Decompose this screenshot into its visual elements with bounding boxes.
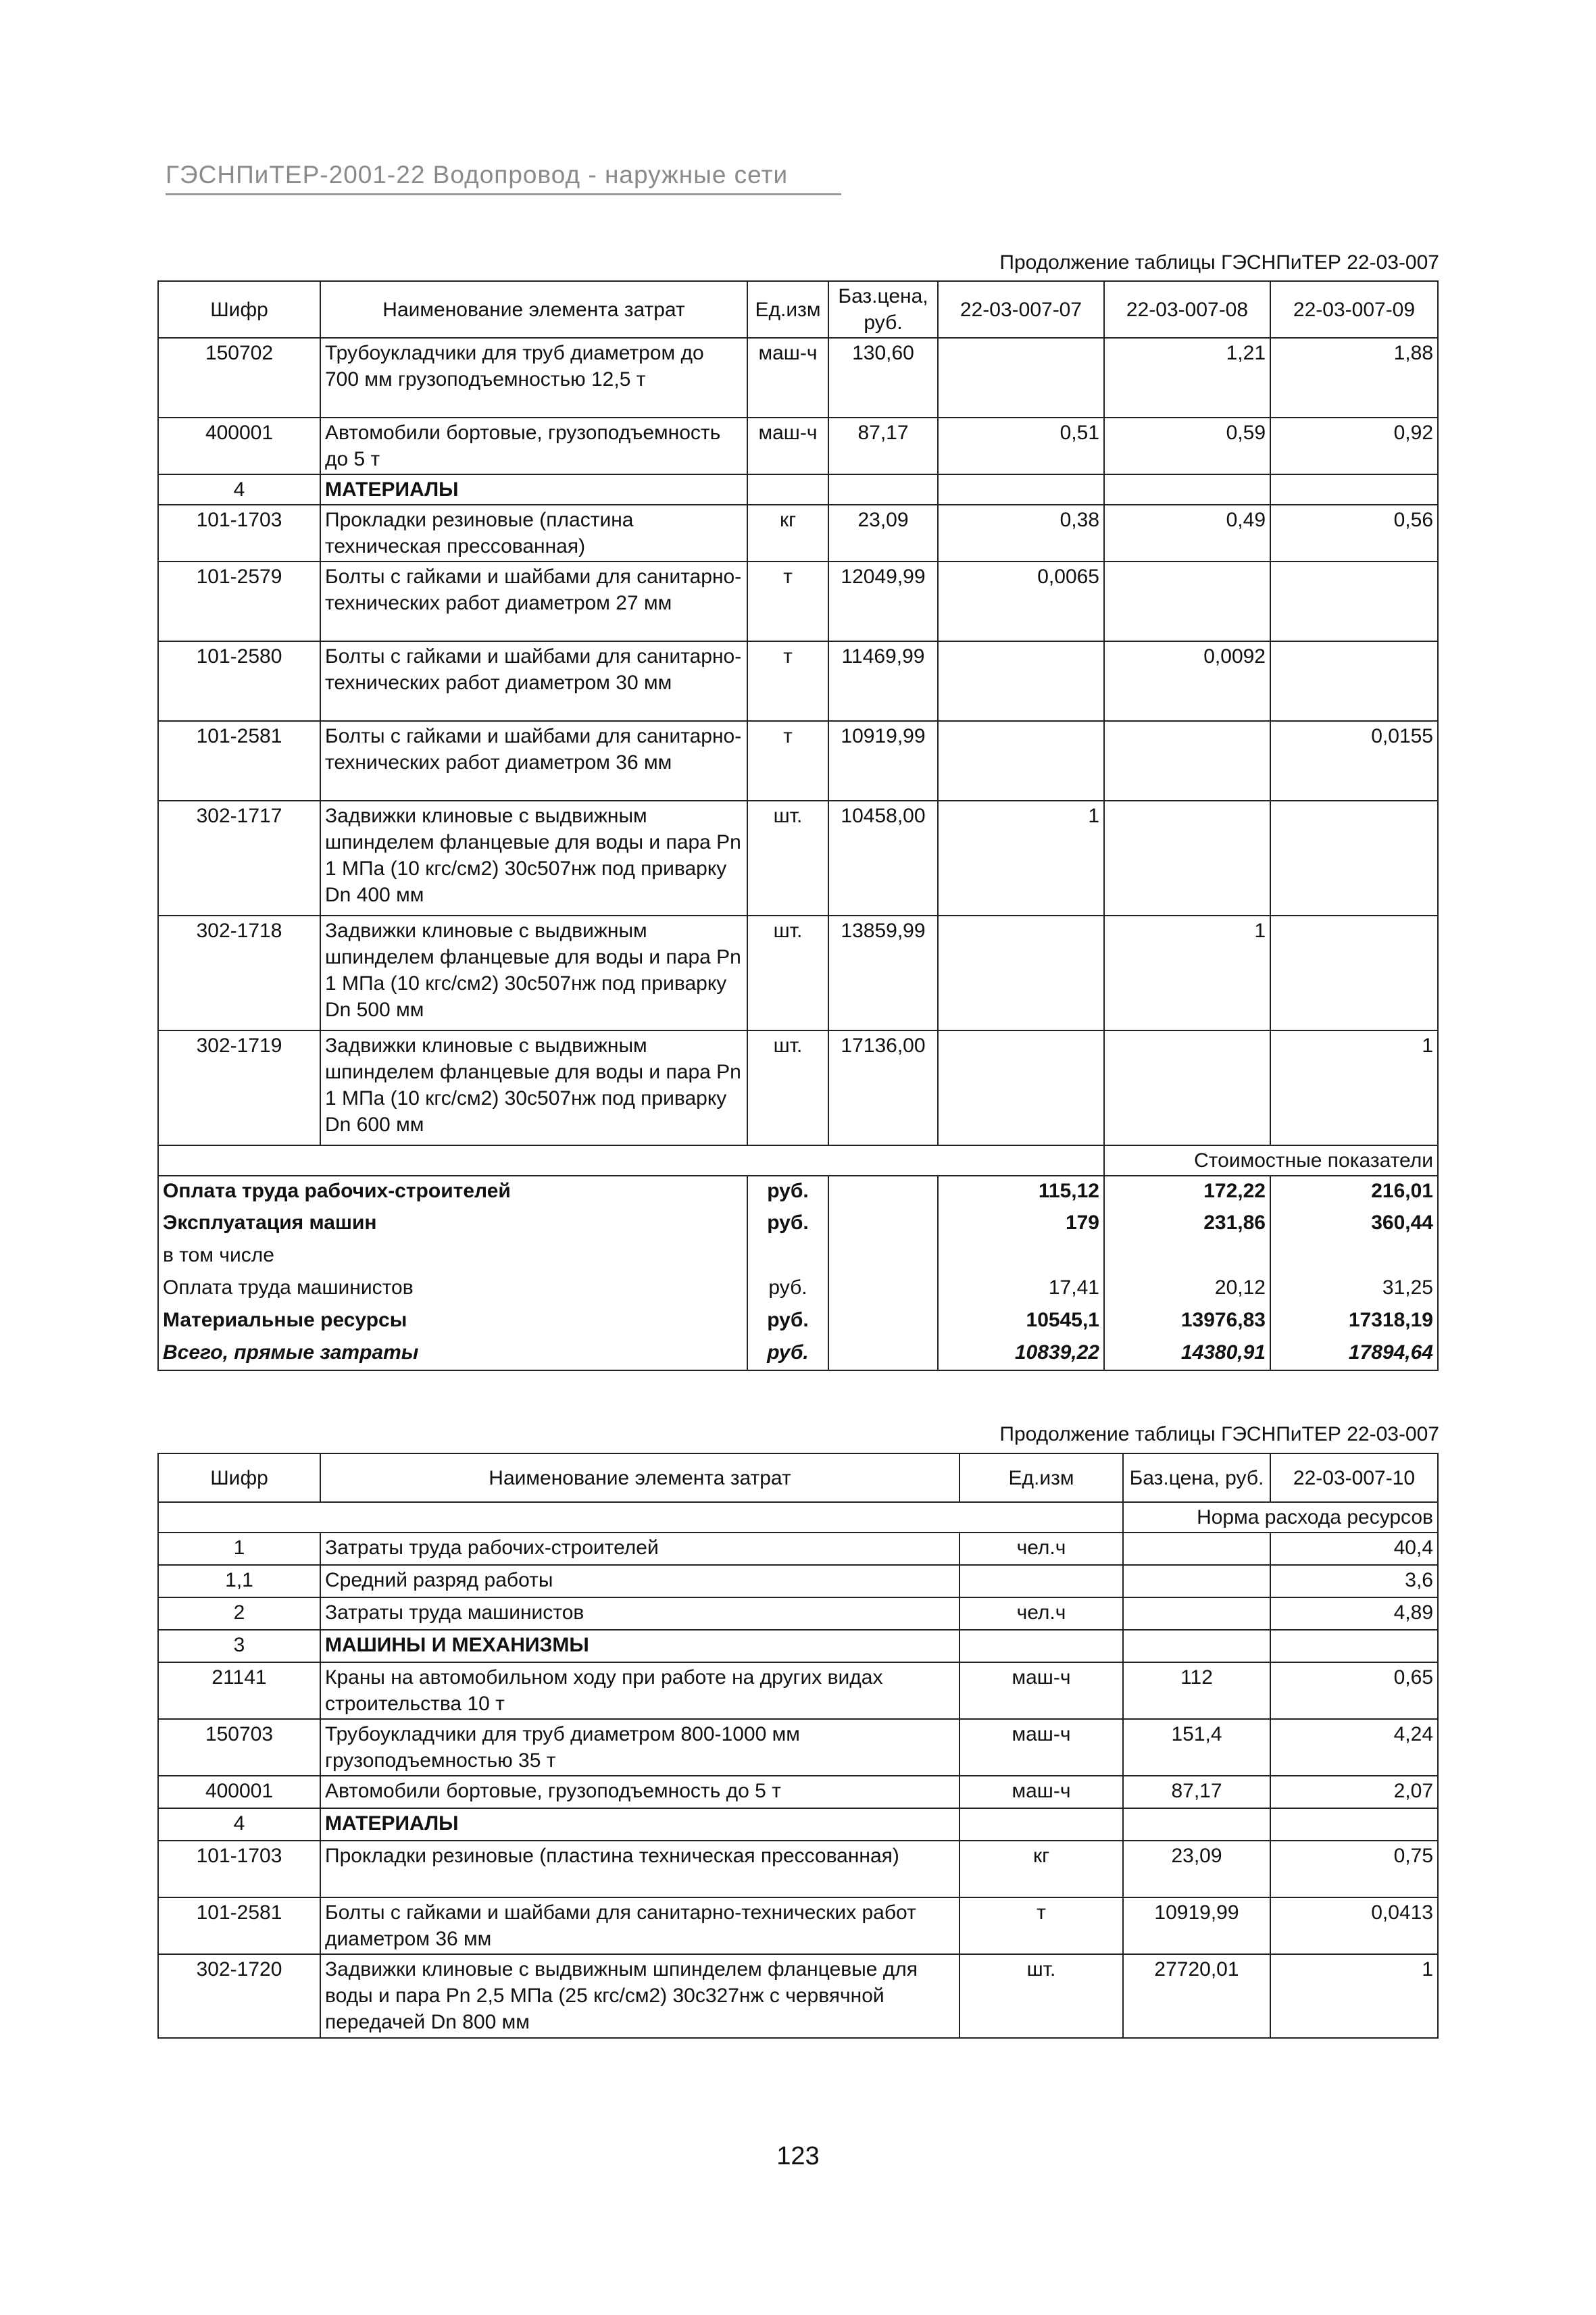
row-unit: маш-ч: [747, 338, 828, 418]
row-value: [1270, 474, 1438, 505]
row-name: МАШИНЫ И МЕХАНИЗМЫ: [320, 1630, 959, 1662]
totals-name: Оплата труда машинистов: [158, 1273, 747, 1305]
row-code: 21141: [158, 1662, 320, 1719]
totals-name: Материальные ресурсы: [158, 1305, 747, 1338]
row-price: [1123, 1565, 1270, 1597]
norm-row: [158, 1502, 1438, 1533]
row-unit: т: [747, 562, 828, 641]
row-value: [938, 721, 1104, 801]
row-code: 1: [158, 1533, 320, 1565]
totals-value: 31,25: [1270, 1273, 1438, 1305]
totals-value: 10839,22: [938, 1338, 1104, 1370]
row-value: 0,49: [1104, 505, 1270, 562]
row-unit: [747, 474, 828, 505]
row-price: 11469,99: [828, 641, 938, 721]
table-row: [158, 338, 1438, 418]
totals-value: 14380,91: [1104, 1338, 1270, 1370]
row-code: 4: [158, 1808, 320, 1841]
norm-spacer: [158, 1502, 1123, 1533]
row-name: Автомобили бортовые, грузоподъемность до 5 т: [320, 418, 747, 474]
row-unit: [959, 1808, 1123, 1841]
row-name: Болты с гайками и шайбами для санитарно-технических работ диаметром 30 мм: [320, 641, 747, 721]
totals-row: [158, 1305, 1438, 1338]
table-row: [158, 916, 1438, 1030]
row-name: Автомобили бортовые, грузоподъемность до 5 т: [320, 1776, 959, 1808]
row-value: 0,0413: [1270, 1897, 1438, 1954]
row-price: 23,09: [1123, 1841, 1270, 1897]
row-name: Прокладки резиновые (пластина техническая прессованная): [320, 1841, 959, 1897]
row-name: МАТЕРИАЛЫ: [320, 474, 747, 505]
table-row: [158, 1030, 1438, 1145]
table1-header-cell: 22-03-007-07: [938, 281, 1104, 338]
totals-price-empty: [828, 1241, 938, 1273]
row-name: Задвижки клиновые с выдвижным шпинделем фланцевые для воды и пара Рn 1 МПа (10 кгс/см2) 30с507нж под приварку Dn 600 мм: [320, 1030, 747, 1145]
row-code: 1,1: [158, 1565, 320, 1597]
row-unit: кг: [959, 1841, 1123, 1897]
row-value: 0,51: [938, 418, 1104, 474]
row-value: [1104, 562, 1270, 641]
table2-header-cell: Ед.изм: [959, 1453, 1123, 1502]
totals-value: [938, 1241, 1104, 1273]
totals-price-empty: [828, 1338, 938, 1370]
table-row: [158, 474, 1438, 505]
row-unit: шт.: [747, 1030, 828, 1145]
row-unit: т: [747, 641, 828, 721]
row-code: 400001: [158, 1776, 320, 1808]
norm-label: Норма расхода ресурсов: [1123, 1502, 1438, 1533]
totals-price-empty: [828, 1305, 938, 1338]
row-value: [938, 474, 1104, 505]
row-price: [1123, 1597, 1270, 1630]
row-value: 1,88: [1270, 338, 1438, 418]
row-value: [1270, 1808, 1438, 1841]
row-code: 302-1717: [158, 801, 320, 916]
totals-row: [158, 1273, 1438, 1305]
totals-row: [158, 1208, 1438, 1241]
table1-header-cell: Наименование элемента затрат: [320, 281, 747, 338]
table-row: [158, 721, 1438, 801]
row-code: 3: [158, 1630, 320, 1662]
row-price: 10919,99: [1123, 1897, 1270, 1954]
totals-value: 17894,64: [1270, 1338, 1438, 1370]
row-unit: шт.: [747, 916, 828, 1030]
row-price: [1123, 1630, 1270, 1662]
row-price: 23,09: [828, 505, 938, 562]
row-name: Затраты труда рабочих-строителей: [320, 1533, 959, 1565]
table-row: [158, 1662, 1438, 1719]
row-name: Болты с гайками и шайбами для санитарно-технических работ диаметром 36 мм: [320, 721, 747, 801]
row-price: 17136,00: [828, 1030, 938, 1145]
row-value: 0,59: [1104, 418, 1270, 474]
row-unit: маш-ч: [959, 1776, 1123, 1808]
totals-unit: [747, 1241, 828, 1273]
row-value: 0,0155: [1270, 721, 1438, 801]
totals-value: [1270, 1241, 1438, 1273]
table2-header-cell: Наименование элемента затрат: [320, 1453, 959, 1502]
row-value: 0,92: [1270, 418, 1438, 474]
row-value: 1: [1270, 1954, 1438, 2038]
totals-row: [158, 1338, 1438, 1370]
row-code: 2: [158, 1597, 320, 1630]
table-row: [158, 1841, 1438, 1897]
totals-value: 360,44: [1270, 1208, 1438, 1241]
row-price: 10919,99: [828, 721, 938, 801]
table-row: [158, 801, 1438, 916]
table-row: [158, 1533, 1438, 1565]
cost-indicators-row: [158, 1145, 1438, 1176]
row-price: 12049,99: [828, 562, 938, 641]
row-value: 4,24: [1270, 1719, 1438, 1776]
totals-value: [1104, 1241, 1270, 1273]
totals-unit: руб.: [747, 1208, 828, 1241]
table-row: [158, 1565, 1438, 1597]
row-unit: маш-ч: [747, 418, 828, 474]
row-price: 13859,99: [828, 916, 938, 1030]
row-code: 101-2581: [158, 1897, 320, 1954]
table1-header-cell: Баз.цена, руб.: [828, 281, 938, 338]
row-price: 27720,01: [1123, 1954, 1270, 2038]
totals-unit: руб.: [747, 1176, 828, 1208]
row-name: Задвижки клиновые с выдвижным шпинделем фланцевые для воды и пара Рn 1 МПа (10 кгс/см2) 30с507нж под приварку Dn 500 мм: [320, 916, 747, 1030]
totals-value: 17318,19: [1270, 1305, 1438, 1338]
row-price: 10458,00: [828, 801, 938, 916]
table2-header-row: [158, 1453, 1438, 1502]
row-name: Прокладки резиновые (пластина техническая прессованная): [320, 505, 747, 562]
row-name: Задвижки клиновые с выдвижным шпинделем фланцевые для воды и пара Рn 2,5 МПа (25 кгс/см2) 30с327нж с червячной передачей Dn 800 мм: [320, 1954, 959, 2038]
row-unit: т: [747, 721, 828, 801]
row-name: Трубоукладчики для труб диаметром до 700 мм грузоподъемностью 12,5 т: [320, 338, 747, 418]
totals-value: 20,12: [1104, 1273, 1270, 1305]
row-unit: кг: [747, 505, 828, 562]
row-price: 130,60: [828, 338, 938, 418]
row-unit: шт.: [959, 1954, 1123, 2038]
table1-header-row: [158, 281, 1438, 338]
row-value: 0,75: [1270, 1841, 1438, 1897]
page-number: 123: [776, 2142, 820, 2170]
row-unit: маш-ч: [959, 1662, 1123, 1719]
row-value: [938, 338, 1104, 418]
row-value: 1: [1270, 1030, 1438, 1145]
table-row: [158, 1808, 1438, 1841]
table-row: [158, 562, 1438, 641]
row-value: 0,56: [1270, 505, 1438, 562]
cost-spacer: [158, 1145, 1104, 1176]
row-value: 1,21: [1104, 338, 1270, 418]
row-value: 0,65: [1270, 1662, 1438, 1719]
table-row: [158, 505, 1438, 562]
table1-header-cell: 22-03-007-08: [1104, 281, 1270, 338]
table1-header-cell: Шифр: [158, 281, 320, 338]
row-price: 151,4: [1123, 1719, 1270, 1776]
table-row: [158, 1954, 1438, 2038]
row-code: 101-2581: [158, 721, 320, 801]
row-code: 101-1703: [158, 505, 320, 562]
totals-name: в том числе: [158, 1241, 747, 1273]
row-value: [1270, 801, 1438, 916]
table-row: [158, 1897, 1438, 1954]
row-name: Затраты труда машинистов: [320, 1597, 959, 1630]
row-name: МАТЕРИАЛЫ: [320, 1808, 959, 1841]
row-value: 1: [1104, 916, 1270, 1030]
totals-name: Эксплуатация машин: [158, 1208, 747, 1241]
row-unit: [959, 1630, 1123, 1662]
cost-indicators-label: Стоимостные показатели: [1104, 1145, 1438, 1176]
row-code: 101-2580: [158, 641, 320, 721]
row-code: 400001: [158, 418, 320, 474]
row-unit: чел.ч: [959, 1597, 1123, 1630]
table-row: [158, 418, 1438, 474]
table-row: [158, 1719, 1438, 1776]
row-code: 4: [158, 474, 320, 505]
row-price: 112: [1123, 1662, 1270, 1719]
totals-value: 179: [938, 1208, 1104, 1241]
row-code: 150703: [158, 1719, 320, 1776]
row-value: 0,0065: [938, 562, 1104, 641]
row-value: 3,6: [1270, 1565, 1438, 1597]
totals-price-empty: [828, 1273, 938, 1305]
row-unit: [959, 1565, 1123, 1597]
row-unit: шт.: [747, 801, 828, 916]
table1-header-cell: 22-03-007-09: [1270, 281, 1438, 338]
row-value: 0,0092: [1104, 641, 1270, 721]
row-unit: т: [959, 1897, 1123, 1954]
row-code: 302-1718: [158, 916, 320, 1030]
row-code: 302-1719: [158, 1030, 320, 1145]
totals-name: Оплата труда рабочих-строителей: [158, 1176, 747, 1208]
totals-unit: руб.: [747, 1273, 828, 1305]
totals-value: 172,22: [1104, 1176, 1270, 1208]
totals-name: Всего, прямые затраты: [158, 1338, 747, 1370]
totals-value: 115,12: [938, 1176, 1104, 1208]
table-row: [158, 1776, 1438, 1808]
totals-value: 10545,1: [938, 1305, 1104, 1338]
totals-value: 13976,83: [1104, 1305, 1270, 1338]
row-value: [1270, 562, 1438, 641]
totals-unit: руб.: [747, 1305, 828, 1338]
table-row: [158, 1597, 1438, 1630]
table2-header-cell: Шифр: [158, 1453, 320, 1502]
row-name: Болты с гайками и шайбами для санитарно-технических работ диаметром 27 мм: [320, 562, 747, 641]
row-value: [938, 916, 1104, 1030]
row-price: [828, 474, 938, 505]
row-unit: чел.ч: [959, 1533, 1123, 1565]
row-code: 101-2579: [158, 562, 320, 641]
row-price: 87,17: [828, 418, 938, 474]
row-name: Средний разряд работы: [320, 1565, 959, 1597]
row-value: 2,07: [1270, 1776, 1438, 1808]
row-value: 0,38: [938, 505, 1104, 562]
row-name: Краны на автомобильном ходу при работе на других видах строительства 10 т: [320, 1662, 959, 1719]
row-value: [1104, 1030, 1270, 1145]
row-value: [938, 641, 1104, 721]
totals-value: 17,41: [938, 1273, 1104, 1305]
row-name: Болты с гайками и шайбами для санитарно-технических работ диаметром 36 мм: [320, 1897, 959, 1954]
row-value: [1104, 474, 1270, 505]
row-value: [1270, 1630, 1438, 1662]
row-name: Трубоукладчики для труб диаметром 800-1000 мм грузоподъемностью 35 т: [320, 1719, 959, 1776]
table1-header-cell: Ед.изм: [747, 281, 828, 338]
row-value: 1: [938, 801, 1104, 916]
row-value: 40,4: [1270, 1533, 1438, 1565]
totals-price-empty: [828, 1208, 938, 1241]
row-price: [1123, 1533, 1270, 1565]
row-value: [1104, 721, 1270, 801]
row-code: 150702: [158, 338, 320, 418]
row-price: [1123, 1808, 1270, 1841]
row-name: Задвижки клиновые с выдвижным шпинделем фланцевые для воды и пара Рn 1 МПа (10 кгс/см2) 30с507нж под приварку Dn 400 мм: [320, 801, 747, 916]
row-code: 101-1703: [158, 1841, 320, 1897]
totals-row: [158, 1241, 1438, 1273]
row-value: [938, 1030, 1104, 1145]
table1-caption: Продолжение таблицы ГЭСНПиТЕР 22-03-007: [999, 251, 1439, 274]
running-header: ГЭСНПиТЕР-2001-22 Водопровод - наружные сети: [166, 161, 841, 195]
row-value: [1270, 641, 1438, 721]
totals-price-empty: [828, 1176, 938, 1208]
table-row: [158, 641, 1438, 721]
table2: [157, 1453, 1439, 2039]
totals-unit: руб.: [747, 1338, 828, 1370]
table2-header-cell: 22-03-007-10: [1270, 1453, 1438, 1502]
row-value: [1104, 801, 1270, 916]
row-value: 4,89: [1270, 1597, 1438, 1630]
totals-value: 231,86: [1104, 1208, 1270, 1241]
table1: [157, 280, 1439, 1371]
row-unit: маш-ч: [959, 1719, 1123, 1776]
row-code: 302-1720: [158, 1954, 320, 2038]
table2-caption: Продолжение таблицы ГЭСНПиТЕР 22-03-007: [999, 1423, 1439, 1445]
table-row: [158, 1630, 1438, 1662]
table2-header-cell: Баз.цена, руб.: [1123, 1453, 1270, 1502]
row-price: 87,17: [1123, 1776, 1270, 1808]
totals-row: [158, 1176, 1438, 1208]
totals-value: 216,01: [1270, 1176, 1438, 1208]
row-value: [1270, 916, 1438, 1030]
